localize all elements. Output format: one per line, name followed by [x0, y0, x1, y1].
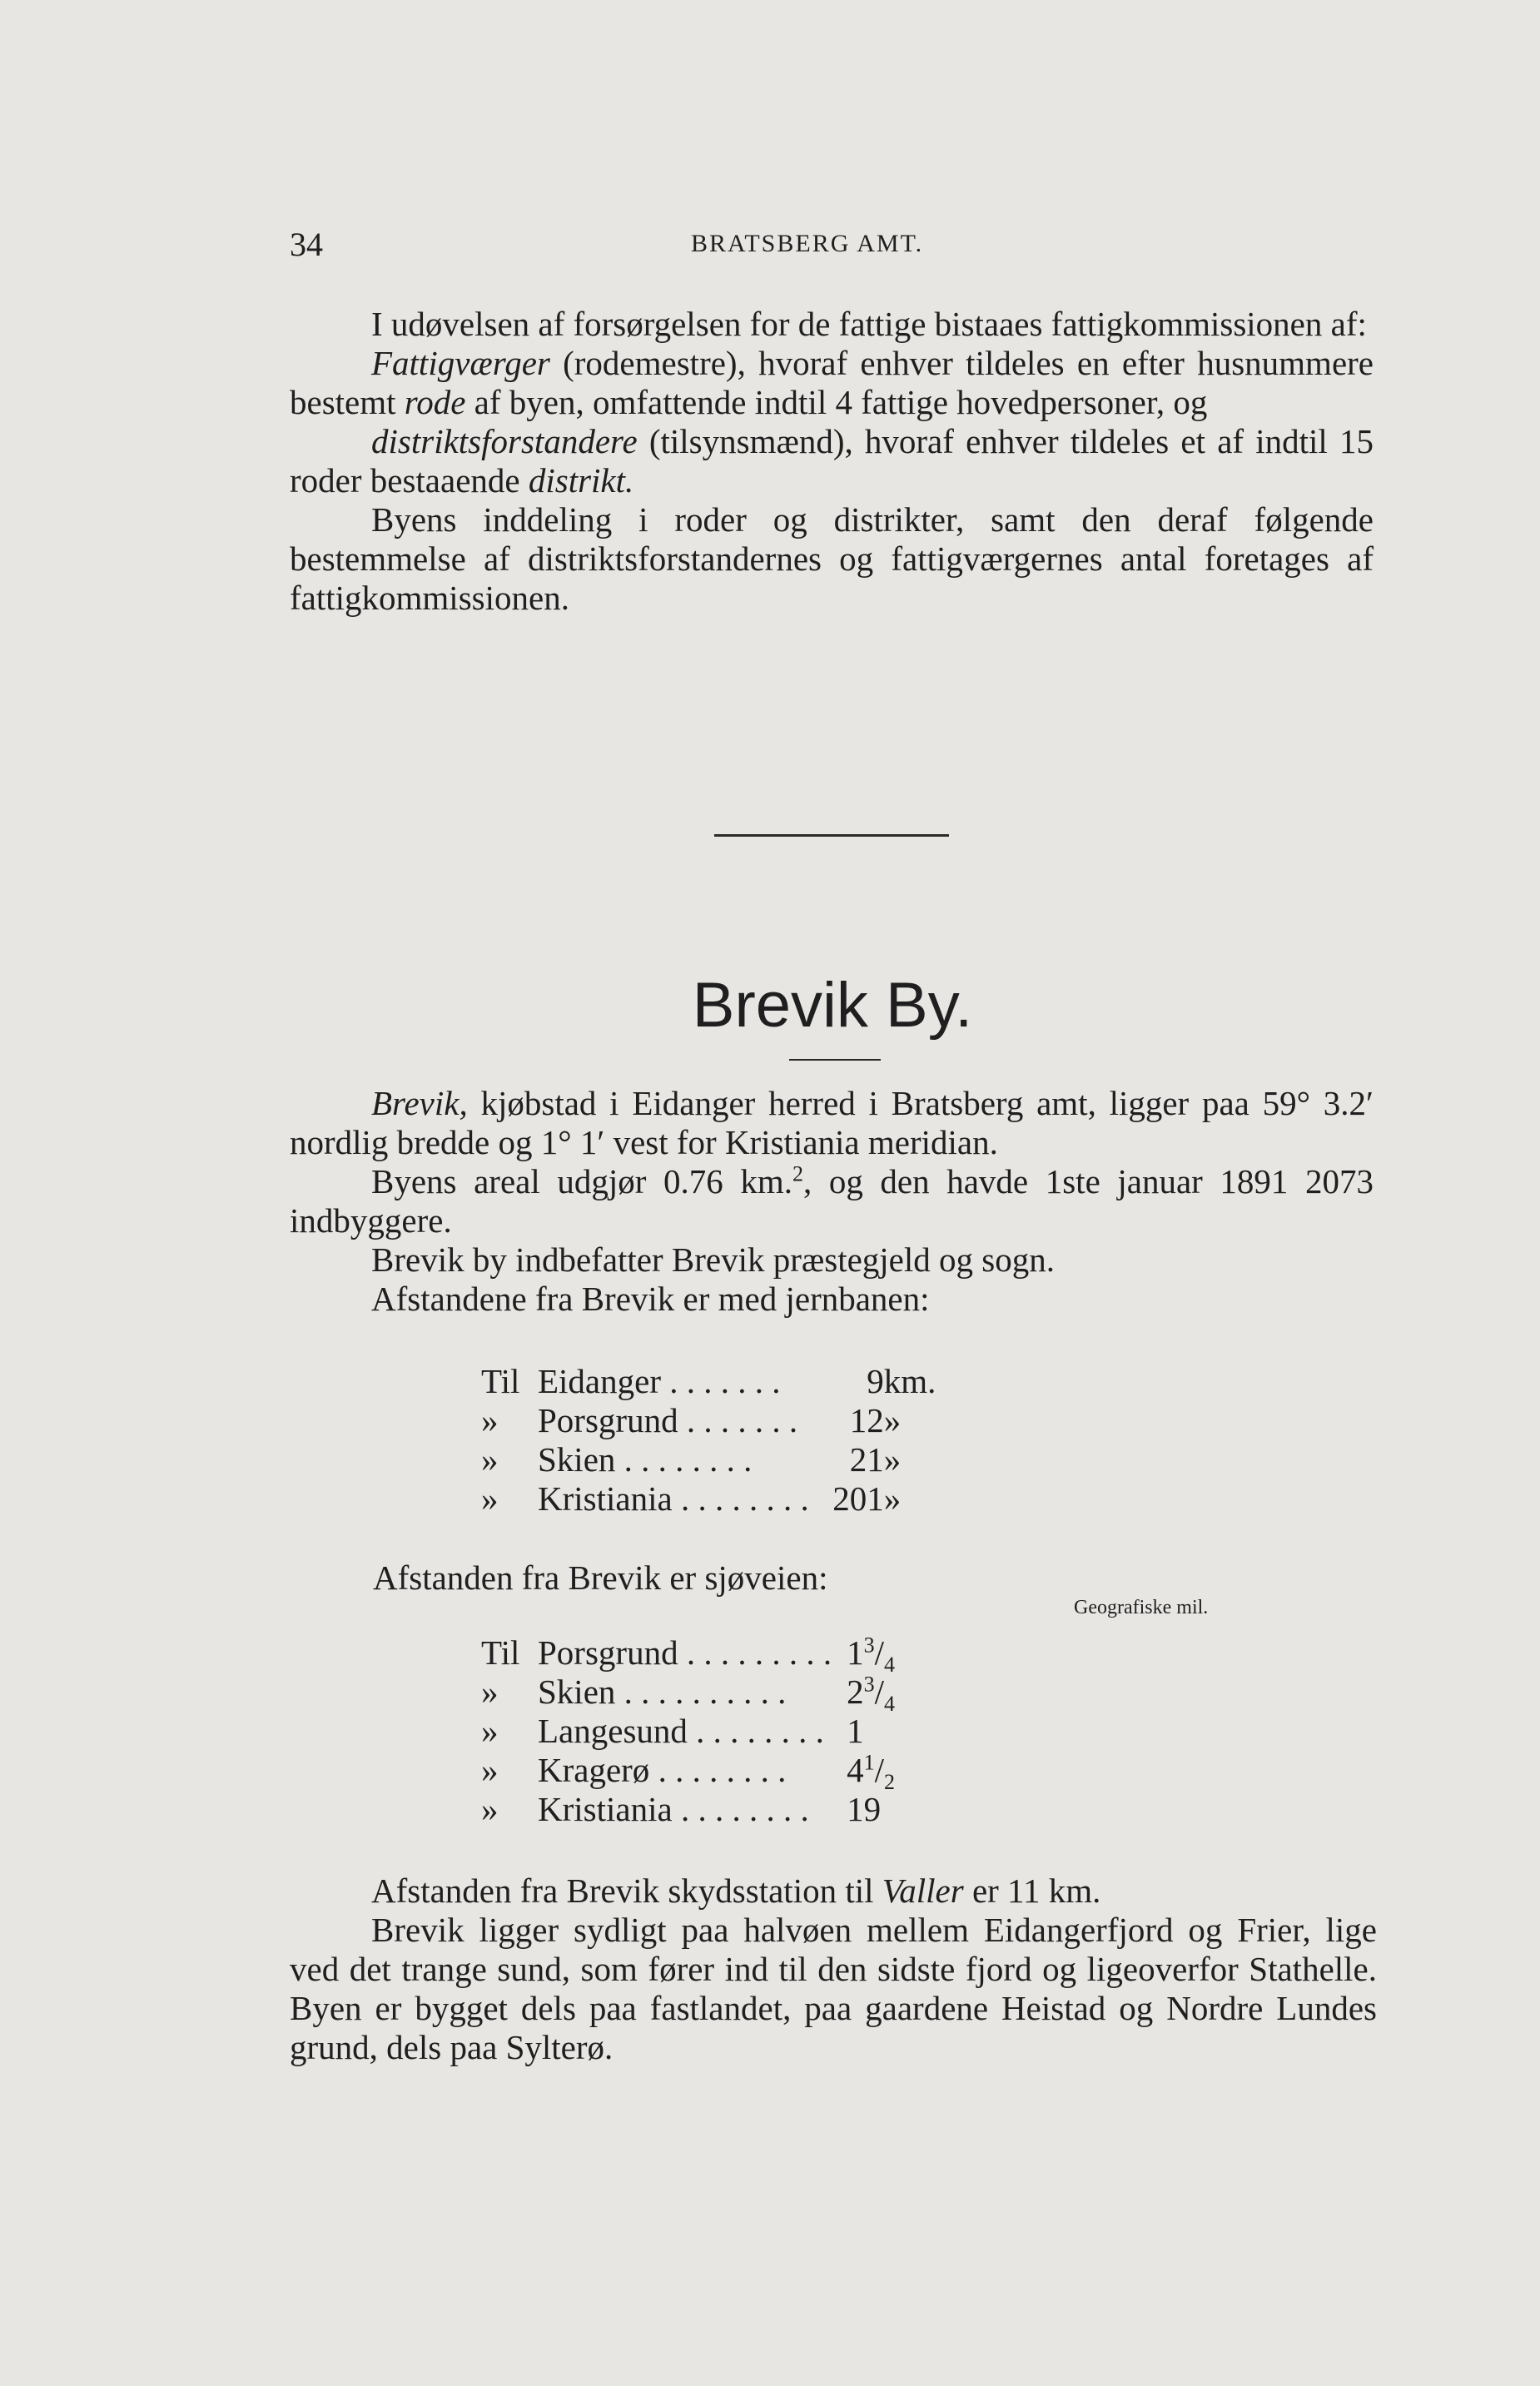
place-label: Kristiania: [538, 1479, 673, 1518]
intro-paragraph-2-text: (rodemestre), hvoraf enhver tildeles en efter husnummere bestemt: [290, 344, 1374, 421]
fraction-slash: /: [874, 1673, 884, 1711]
intro-paragraph-2-end: af byen, omfattende indtil 4 fattige hovedpersoner, og: [465, 383, 1208, 421]
section-paragraph-3: Brevik by indbefatter Brevik præstegjeld og sogn.: [371, 1240, 1055, 1279]
place-label: Porsgrund: [538, 1633, 678, 1672]
rail-distance-table: [481, 1362, 936, 1519]
distance-whole: 1: [847, 1712, 864, 1750]
place-name: [538, 1712, 832, 1751]
leader-dots: . . . . . . . . . .: [615, 1673, 787, 1711]
section-paragraph-4: Afstandene fra Brevik er med jernbanen:: [371, 1280, 930, 1318]
place-name: [538, 1479, 809, 1519]
distance-value: [832, 1790, 895, 1829]
place-name: [538, 1633, 832, 1673]
section-text: [290, 1084, 1374, 1319]
distance-whole: 2: [847, 1673, 864, 1711]
place-label: Kragerø: [538, 1751, 650, 1789]
fraction-numerator: 3: [863, 1672, 875, 1697]
place-name: [538, 1401, 809, 1440]
table-row: [481, 1479, 936, 1519]
table-row: [481, 1401, 936, 1440]
fraction-slash: /: [874, 1751, 884, 1789]
term-fattigvaerger: Fattigværger: [371, 344, 550, 382]
closing-text: [290, 1872, 1377, 2067]
ditto-mark: »: [481, 1401, 499, 1439]
table-row: [481, 1362, 936, 1401]
place-name: [538, 1751, 832, 1790]
distance-value: 21: [849, 1440, 884, 1479]
ditto-mark: »: [481, 1790, 499, 1828]
running-title: BRATSBERG AMT.: [691, 230, 924, 257]
term-rode: rode: [404, 383, 466, 421]
sea-distance-intro: Afstanden fra Brevik er sjøveien:: [373, 1558, 828, 1597]
closing-paragraph-1-end: er 11 km.: [963, 1872, 1101, 1910]
fraction-slash: /: [874, 1633, 884, 1672]
term-valler: Valler: [882, 1872, 964, 1910]
ditto-mark: »: [481, 1712, 499, 1750]
ditto-mark: »: [481, 1440, 499, 1479]
distance-value: [832, 1712, 895, 1751]
place-label: Kristiania: [538, 1790, 673, 1828]
distance-value: [832, 1672, 895, 1717]
distance-whole: 4: [847, 1751, 864, 1789]
table-row: [481, 1673, 895, 1712]
section-paragraph-1: [290, 1084, 1374, 1162]
section-title: Brevik By.: [692, 970, 973, 1041]
term-brevik: Brevik,: [371, 1084, 468, 1122]
distance-unit: »: [883, 1479, 902, 1518]
fraction-denominator: 2: [883, 1770, 895, 1795]
place-label: Langesund: [538, 1712, 688, 1750]
place-label: Porsgrund: [538, 1401, 678, 1439]
closing-paragraph-1: [290, 1872, 1377, 1911]
table-row: [481, 1790, 895, 1829]
intro-paragraph-3-text: (tilsynsmænd), hvoraf enhver tildeles et af indtil 15 roder bestaaende: [290, 422, 1374, 500]
ditto-mark: »: [481, 1479, 499, 1518]
closing-paragraph-2: Brevik ligger sydligt paa halvøen mellem Eidangerfjord og Frier, lige ved det trange sund, som fører ind til den sidste fjord og ligeoverfor Stathelle. Byen er bygget dels paa fastlandet, paa gaardene Heistad og Nordre Lundes grund, dels paa Sylterø.: [290, 1911, 1377, 2066]
distance-value: 201: [832, 1479, 884, 1518]
fraction-numerator: 3: [863, 1633, 875, 1658]
section-paragraph-2: [290, 1162, 1374, 1240]
place-label: Skien: [538, 1673, 616, 1711]
closing-paragraph-1-text: Afstanden fra Brevik skydsstation til: [371, 1872, 882, 1910]
distance-unit: »: [883, 1440, 902, 1479]
distance-value: [832, 1633, 895, 1678]
leader-dots: . . . . . . .: [660, 1362, 781, 1400]
fraction-denominator: 4: [883, 1692, 895, 1717]
leader-dots: . . . . . . . . .: [678, 1633, 832, 1672]
term-distriktsforstandere: distriktsforstandere: [371, 422, 638, 460]
table-row: [481, 1751, 895, 1790]
intro-paragraph-1: I udøvelsen af forsørgelsen for de fattige bistaaes fattigkommissionen af:: [371, 305, 1367, 343]
intro-paragraph-4: Byens inddeling i roder og distrikter, samt den deraf følgende bestemmelse af distriktsforstandernes og fattigværgernes antal foretages af fattigkommissionen.: [290, 500, 1374, 617]
section-paragraph-1-text: kjøbstad i Eidanger herred i Bratsberg amt, ligger paa 59° 3.2′ nordlig bredde og 1° 1′ vest for Kristiania meridian.: [290, 1084, 1374, 1161]
ditto-mark: Til: [481, 1362, 520, 1400]
population-text: , og den havde 1ste januar 1891 2073 indbyggere.: [290, 1162, 1374, 1240]
place-name: [538, 1440, 809, 1479]
distance-unit: km.: [883, 1362, 936, 1400]
leader-dots: . . . . . . . .: [649, 1751, 787, 1789]
title-underline: [789, 1059, 881, 1061]
area-text: Byens areal udgjør 0.76 km.: [371, 1162, 792, 1200]
leader-dots: . . . . . . . .: [672, 1790, 809, 1828]
distance-value: 9: [867, 1362, 884, 1400]
section-divider: [714, 834, 949, 837]
leader-dots: . . . . . . . .: [687, 1712, 824, 1750]
distance-whole: 19: [847, 1790, 882, 1828]
distance-unit: »: [883, 1401, 902, 1439]
sea-unit-label: Geografiske mil.: [1074, 1597, 1209, 1618]
ditto-mark: »: [481, 1673, 499, 1711]
place-name: [538, 1673, 832, 1712]
intro-text: [290, 305, 1374, 618]
distance-value: [832, 1750, 895, 1795]
distance-whole: 1: [847, 1633, 864, 1672]
place-name: [538, 1790, 832, 1829]
ditto-mark: Til: [481, 1633, 520, 1672]
fraction-denominator: 4: [883, 1653, 895, 1678]
term-distrikt: distrikt.: [528, 461, 634, 500]
table-row: [481, 1712, 895, 1751]
place-name: [538, 1362, 809, 1401]
leader-dots: . . . . . . . .: [672, 1479, 809, 1518]
place-label: Skien: [538, 1440, 616, 1479]
place-label: Eidanger: [538, 1362, 661, 1400]
leader-dots: . . . . . . .: [678, 1401, 798, 1439]
leader-dots: . . . . . . . .: [615, 1440, 753, 1479]
distance-value: 12: [849, 1401, 884, 1439]
intro-paragraph-2: [290, 344, 1374, 422]
area-superscript: 2: [792, 1161, 803, 1186]
table-row: [481, 1440, 936, 1479]
ditto-mark: »: [481, 1751, 499, 1789]
fraction-numerator: 1: [863, 1750, 875, 1775]
intro-paragraph-3: [290, 422, 1374, 500]
table-row: [481, 1633, 895, 1673]
sea-distance-table: [481, 1633, 895, 1829]
page-number: 34: [290, 226, 323, 263]
